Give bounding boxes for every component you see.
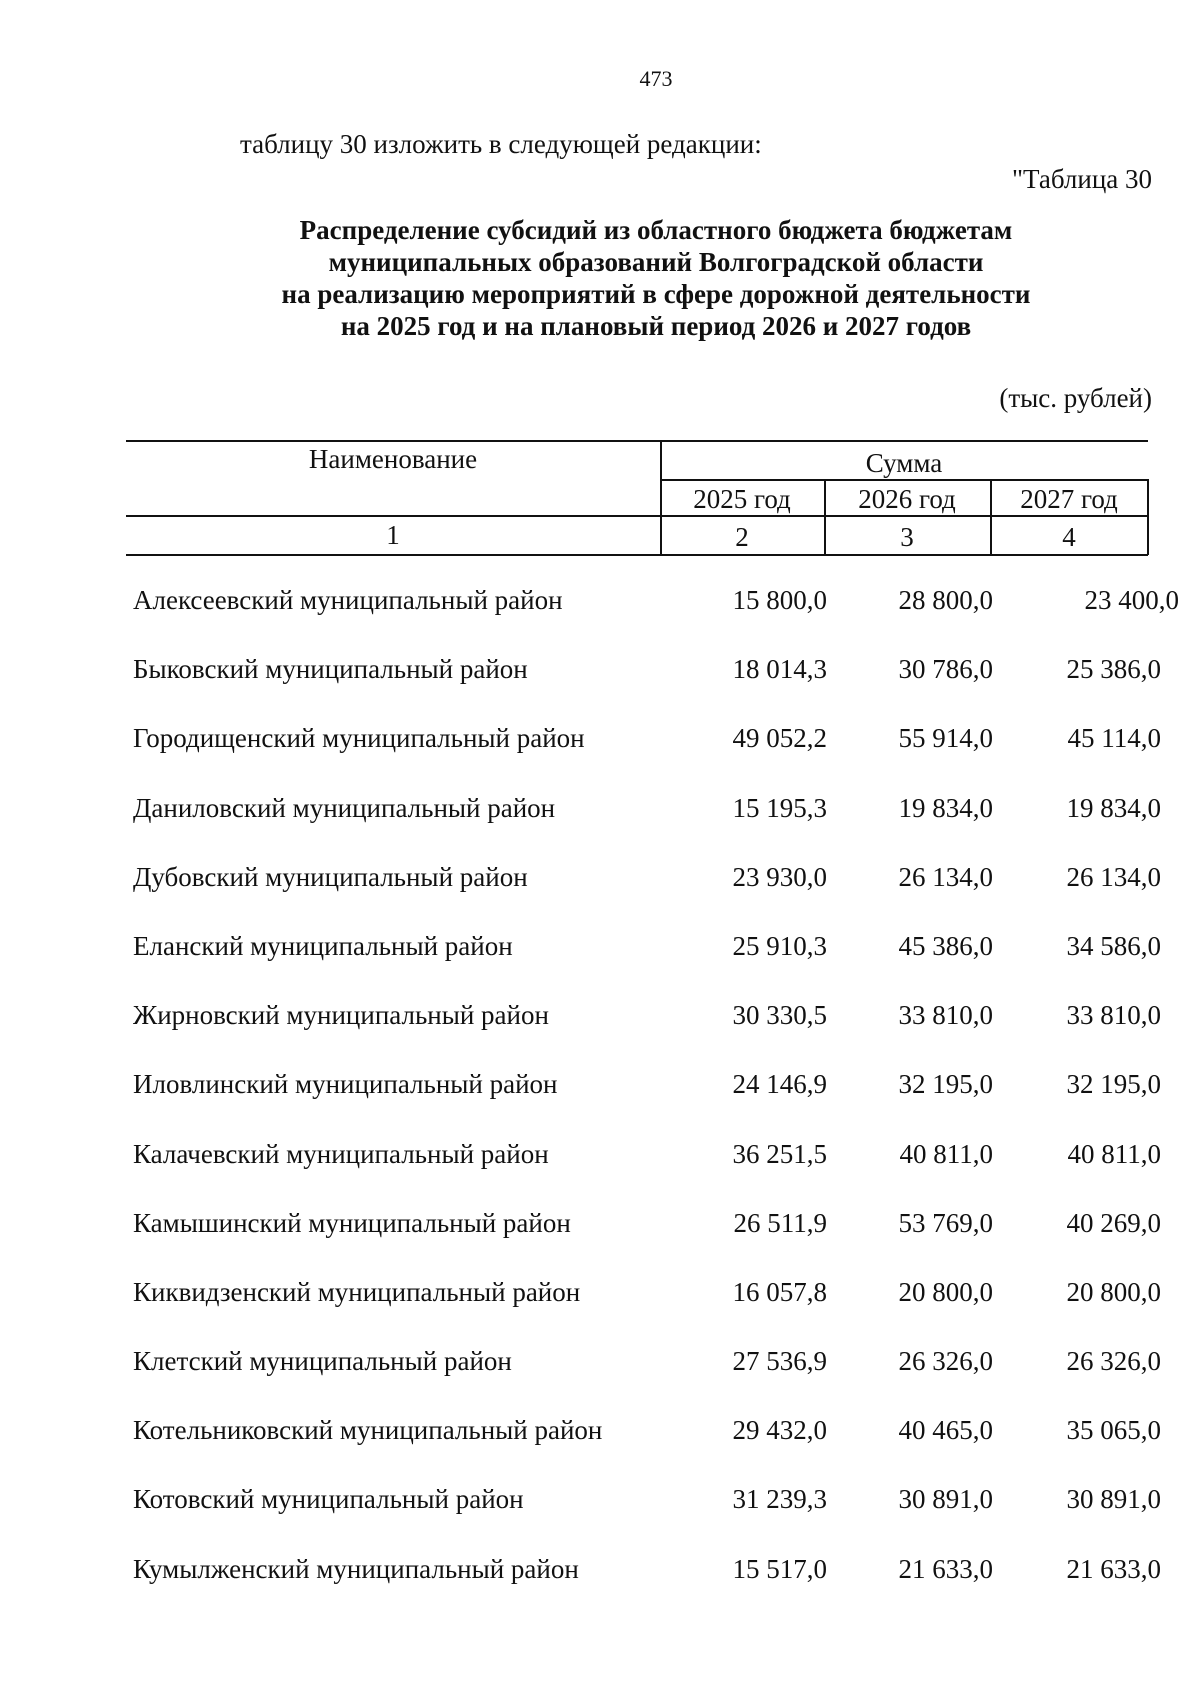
table-row [133,1138,1161,1208]
row-value-2026: 30 891,0 [898,1484,993,1515]
row-value-2026: 40 465,0 [898,1415,993,1446]
row-name: Кумылженский муниципальный район [133,1553,579,1584]
table-row [133,1000,1161,1069]
row-value-2027: 20 800,0 [1066,1276,1161,1307]
header-name: Наименование [308,444,478,474]
header-year-2025: 2025 год [693,484,791,514]
header-colnum-3: 3 [900,522,914,552]
header-colnum-2: 2 [735,522,749,552]
table-row [133,861,1161,931]
row-value-2025: 26 511,9 [733,1207,827,1238]
row-value-2027: 25 386,0 [1066,654,1161,685]
row-value-2025: 24 146,9 [732,1069,827,1100]
table-header [126,440,1148,556]
header-top-rule [126,440,1148,442]
row-name: Даниловский муниципальный район [133,792,556,823]
intro-text: таблицу 30 изложить в следующей редакции: [240,129,762,159]
row-value-2025: 18 014,3 [732,654,827,685]
row-value-2027: 26 326,0 [1066,1346,1161,1377]
row-value-2025: 15 800,0 [732,585,827,615]
row-value-2026: 26 134,0 [898,861,993,892]
units-label: (тыс. рублей) [999,383,1152,413]
row-value-2026: 40 811,0 [899,1138,993,1169]
row-value-2026: 45 386,0 [898,930,993,961]
row-value-2027: 40 269,0 [1066,1207,1161,1238]
row-name: Киквидзенский муниципальный район [133,1276,581,1307]
header-colnum-4: 4 [1062,522,1076,552]
row-name: Быковский муниципальный район [133,654,528,685]
row-value-2025: 36 251,5 [732,1138,827,1169]
table-row [133,723,1161,792]
row-value-2026: 53 769,0 [898,1207,993,1238]
row-name: Калачевский муниципальный район [133,1138,549,1169]
row-value-2026: 30 786,0 [898,654,993,685]
row-value-2026: 33 810,0 [898,1000,993,1031]
table-row [133,1276,1161,1346]
row-value-2027: 35 065,0 [1066,1415,1161,1446]
table-row [133,1346,1161,1415]
row-value-2027: 32 195,0 [1066,1069,1161,1100]
header-years-rule [126,515,1148,517]
row-value-2026: 21 633,0 [898,1553,993,1584]
row-name: Котовский муниципальный район [133,1484,524,1515]
table-row [133,1207,1161,1277]
row-value-2027: 34 586,0 [1066,930,1161,961]
row-value-2027: 23 400,0 [1084,585,1179,615]
row-name: Клетский муниципальный район [133,1346,512,1377]
header-sum: Сумма [865,448,943,478]
title-line: на 2025 год и на плановый период 2026 и 2027 годов [340,311,972,341]
table-title [0,214,1200,342]
row-value-2026: 55 914,0 [898,723,993,754]
header-sum-rule [660,479,1148,481]
row-name: Алексеевский муниципальный район [133,585,563,615]
title-line: на реализацию мероприятий в сфере дорожной деятельности [281,279,1031,309]
table-row [133,1069,1161,1138]
row-value-2026: 19 834,0 [898,792,993,823]
row-value-2025: 27 536,9 [732,1346,827,1377]
header-bottom-rule [126,554,1148,556]
header-colnum-1: 1 [386,520,400,550]
row-name: Иловлинский муниципальный район [133,1069,558,1100]
table-body [133,585,1179,1623]
row-value-2025: 16 057,8 [732,1276,827,1307]
row-value-2027: 26 134,0 [1066,861,1161,892]
row-name: Еланский муниципальный район [133,930,513,961]
row-value-2025: 30 330,5 [732,1000,827,1031]
row-name: Камышинский муниципальный район [133,1207,571,1238]
table-label: "Таблица 30 [1012,164,1152,194]
title-line: муниципальных образований Волгоградской области [328,247,984,277]
page-number: 473 [639,66,673,91]
row-value-2025: 49 052,2 [732,723,827,754]
row-value-2025: 15 517,0 [732,1553,827,1584]
row-value-2025: 29 432,0 [732,1415,827,1446]
row-value-2027: 30 891,0 [1066,1484,1161,1515]
row-name: Дубовский муниципальный район [133,861,528,892]
row-value-2025: 15 195,3 [732,792,827,823]
title-line: Распределение субсидий из областного бюджета бюджетам [299,215,1013,245]
table-row [133,1415,1161,1484]
row-value-2027: 45 114,0 [1067,723,1161,754]
table-row [133,585,1179,654]
row-value-2027: 21 633,0 [1066,1553,1161,1584]
row-value-2026: 20 800,0 [898,1276,993,1307]
row-value-2027: 33 810,0 [1066,1000,1161,1031]
row-value-2025: 23 930,0 [732,861,827,892]
table-row [133,930,1161,1000]
table-row [133,654,1161,723]
header-year-2027: 2027 год [1020,484,1118,514]
table-row [133,1484,1161,1553]
row-name: Жирновский муниципальный район [133,1000,549,1031]
row-name: Котельниковский муниципальный район [133,1415,603,1446]
row-value-2027: 19 834,0 [1066,792,1161,823]
row-value-2027: 40 811,0 [1067,1138,1161,1169]
row-value-2026: 28 800,0 [898,585,993,615]
row-value-2025: 31 239,3 [732,1484,827,1515]
header-year-2026: 2026 год [858,484,956,514]
row-value-2026: 32 195,0 [898,1069,993,1100]
row-value-2025: 25 910,3 [732,930,827,961]
row-name: Городищенский муниципальный район [133,723,585,754]
row-value-2026: 26 326,0 [898,1346,993,1377]
table-row [133,1553,1161,1623]
table-row [133,792,1161,862]
